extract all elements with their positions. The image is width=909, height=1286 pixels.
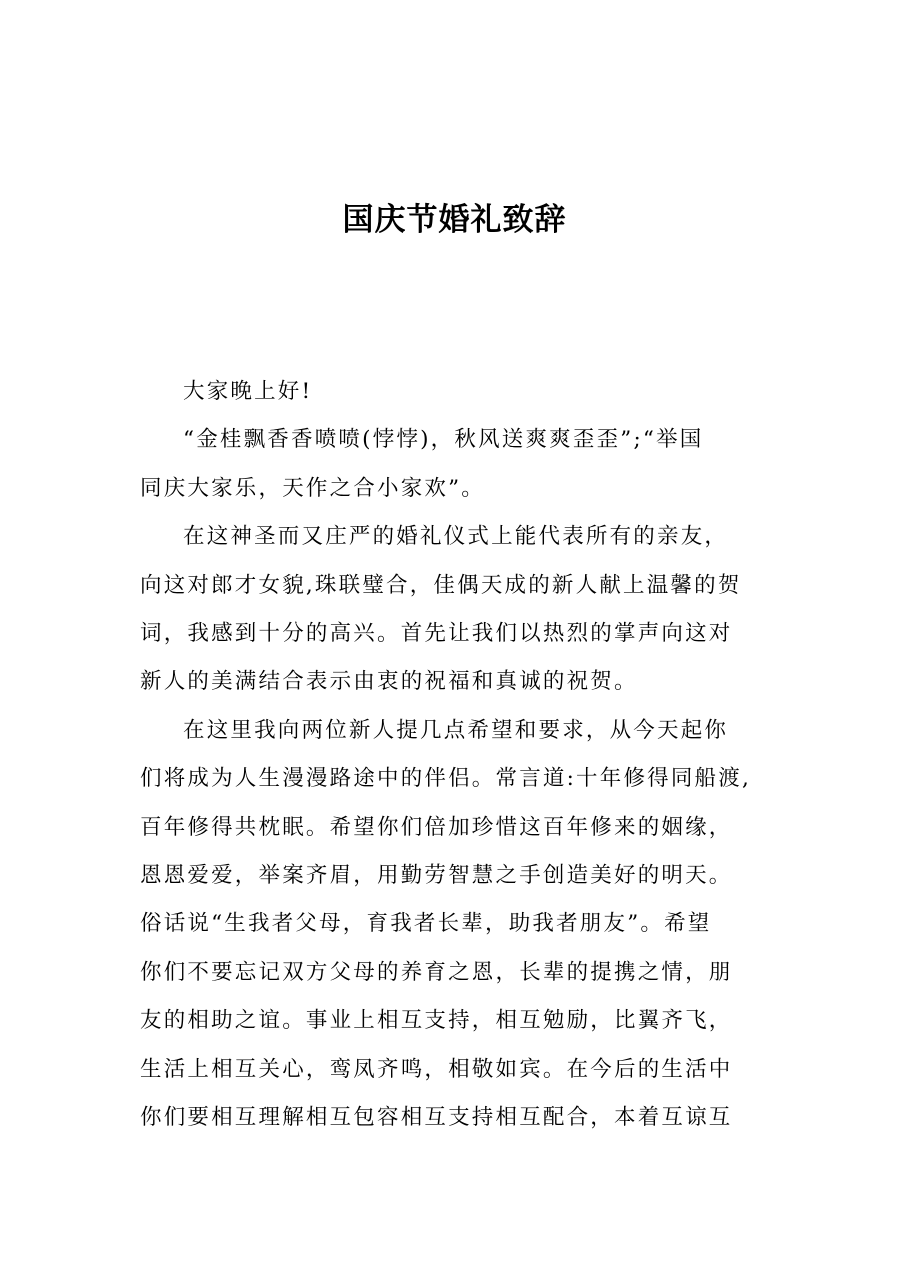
text-line: 同庆大家乐，天作之合小家欢”。 (140, 475, 485, 501)
text-line: 你们不要忘记双方父母的养育之恩，长辈的提携之情，朋 (140, 959, 733, 985)
paragraph-wishes (140, 707, 780, 1143)
paragraph-greeting (140, 368, 780, 416)
text-line: 们将成为人生漫漫路途中的伴侣。常言道:十年修得同船渡, (140, 766, 751, 792)
text-line: 在这里我向两位新人提几点希望和要求，从今天起你 (183, 717, 729, 743)
text-line: 你们要相互理解相互包容相互支持相互配合，本着互谅互 (140, 1105, 733, 1131)
text-line: 词，我感到十分的高兴。首先让我们以热烈的掌声向这对 (140, 621, 733, 647)
document-title: 国庆节婚礼致辞 (342, 202, 567, 238)
text-line: 俗话说“生我者父母，育我者长辈，助我者朋友”。希望 (140, 911, 712, 937)
text-line: 百年修得共枕眠。希望你们倍加珍惜这百年修来的姻缘， (140, 814, 733, 840)
text-line: 友的相助之谊。事业上相互支持，相互勉励，比翼齐飞， (140, 1008, 733, 1034)
document-body (140, 368, 780, 1143)
text-line: 在这神圣而又庄严的婚礼仪式上能代表所有的亲友， (183, 524, 729, 550)
text-line: 恩恩爱爱，举案齐眉，用勤劳智慧之手创造美好的明天。 (140, 863, 733, 889)
text-line: “金桂飘香香喷喷(悖悖)，秋风送爽爽歪歪”;“举国 (183, 427, 704, 453)
paragraph-congratulations (140, 513, 780, 707)
text-line: 大家晚上好! (183, 379, 313, 404)
text-line: 生活上相互关心，鸾凤齐鸣，相敬如宾。在今后的生活中 (140, 1056, 733, 1082)
text-line: 向这对郎才女貌,珠联璧合，佳偶天成的新人献上温馨的贺 (140, 572, 742, 598)
text-line: 新人的美满结合表示由衷的祝福和真诚的祝贺。 (140, 669, 638, 695)
paragraph-couplet (140, 416, 780, 513)
